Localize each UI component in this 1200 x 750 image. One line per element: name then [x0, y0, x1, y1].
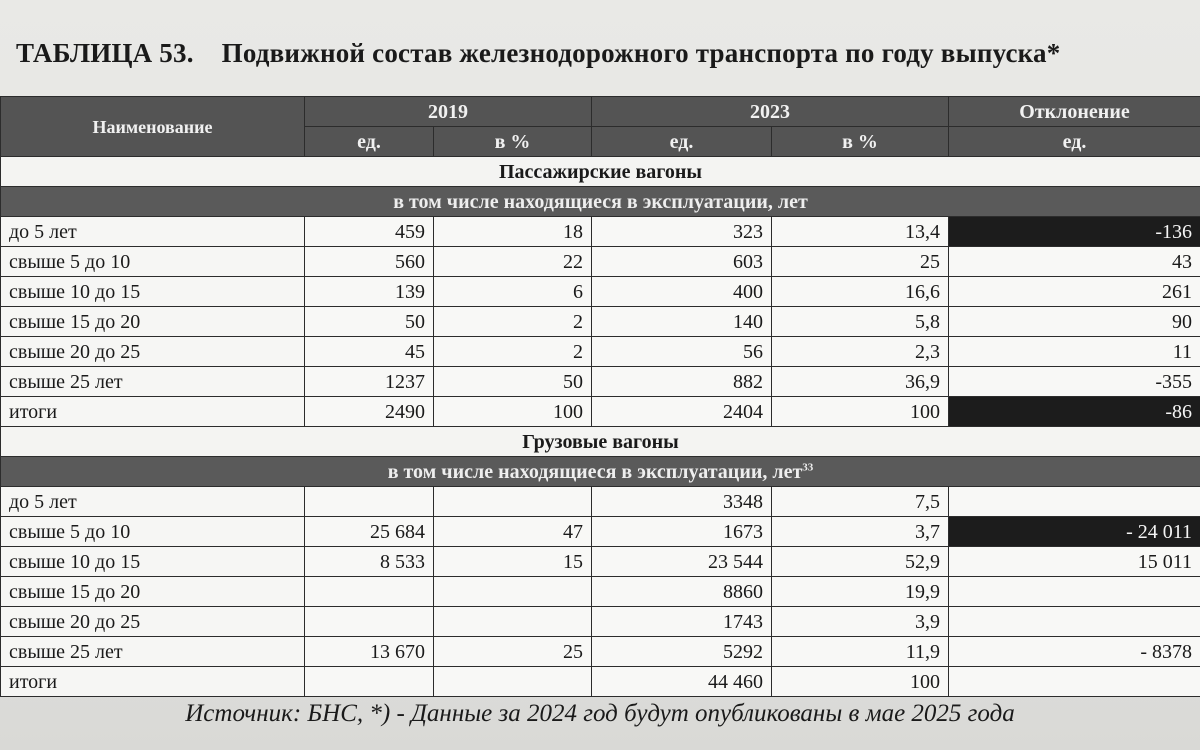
freight-subsection-title	[1, 457, 1200, 487]
table-row	[1, 337, 1200, 367]
header-unit-2023: ед.	[592, 127, 772, 157]
cell-percent-2023: 52,9	[772, 547, 949, 577]
cell-units-2019: 50	[305, 307, 434, 337]
cell-deviation	[949, 667, 1200, 697]
cell-percent-2023: 5,8	[772, 307, 949, 337]
cell-percent-2019: 100	[434, 397, 592, 427]
cell-percent-2023: 16,6	[772, 277, 949, 307]
row-label: свыше 10 до 15	[1, 547, 305, 577]
cell-percent-2023: 7,5	[772, 487, 949, 517]
row-label: свыше 5 до 10	[1, 517, 305, 547]
table-row	[1, 547, 1200, 577]
header-deviation: Отклонение	[949, 97, 1200, 127]
table-row	[1, 487, 1200, 517]
passenger-section-row	[1, 157, 1200, 187]
cell-percent-2023: 25	[772, 247, 949, 277]
cell-percent-2019	[434, 667, 592, 697]
cell-percent-2023: 100	[772, 397, 949, 427]
header-unit-deviation: ед.	[949, 127, 1200, 157]
cell-percent-2023: 100	[772, 667, 949, 697]
cell-units-2023: 3348	[592, 487, 772, 517]
table-title	[16, 38, 1196, 69]
cell-percent-2023: 3,9	[772, 607, 949, 637]
cell-percent-2019: 47	[434, 517, 592, 547]
cell-percent-2019: 2	[434, 307, 592, 337]
cell-units-2019: 13 670	[305, 637, 434, 667]
table-row	[1, 277, 1200, 307]
cell-units-2023: 5292	[592, 637, 772, 667]
cell-units-2023: 140	[592, 307, 772, 337]
cell-percent-2019	[434, 607, 592, 637]
cell-percent-2019: 2	[434, 337, 592, 367]
cell-deviation	[949, 577, 1200, 607]
freight-section-row	[1, 427, 1200, 457]
cell-units-2023: 1673	[592, 517, 772, 547]
cell-percent-2023: 36,9	[772, 367, 949, 397]
table-row	[1, 397, 1200, 427]
table-row	[1, 247, 1200, 277]
cell-units-2023: 400	[592, 277, 772, 307]
header-name: Наименование	[1, 97, 305, 157]
passenger-section-title: Пассажирские вагоны	[1, 157, 1200, 187]
row-label: до 5 лет	[1, 217, 305, 247]
table-row	[1, 667, 1200, 697]
table-row	[1, 307, 1200, 337]
passenger-rows	[1, 217, 1200, 427]
footnote-marker: 33	[802, 460, 814, 473]
source-note: Источник: БНС, *) - Данные за 2024 год будут опубликованы в мае 2025 года	[185, 700, 1015, 727]
cell-deviation: 43	[949, 247, 1200, 277]
cell-units-2019: 1237	[305, 367, 434, 397]
header-row-years	[1, 97, 1200, 127]
cell-percent-2019: 22	[434, 247, 592, 277]
freight-subsection-text: в том числе находящиеся в эксплуатации, лет	[387, 460, 803, 483]
cell-percent-2019	[434, 577, 592, 607]
cell-percent-2023: 3,7	[772, 517, 949, 547]
cell-units-2023: 8860	[592, 577, 772, 607]
freight-subsection-row	[1, 457, 1200, 487]
passenger-subsection-row	[1, 187, 1200, 217]
cell-units-2023: 2404	[592, 397, 772, 427]
row-label: свыше 25 лет	[1, 637, 305, 667]
table-row	[1, 637, 1200, 667]
cell-units-2023: 1743	[592, 607, 772, 637]
header-year-2023: 2023	[592, 97, 949, 127]
table-row	[1, 607, 1200, 637]
table-caption: Подвижной состав железнодорожного транспорта по году выпуска*	[221, 38, 1061, 68]
table-row	[1, 517, 1200, 547]
cell-percent-2019: 15	[434, 547, 592, 577]
cell-deviation: 11	[949, 337, 1200, 367]
table-row	[1, 577, 1200, 607]
cell-units-2019: 560	[305, 247, 434, 277]
header-year-2019: 2019	[305, 97, 592, 127]
row-label: свыше 5 до 10	[1, 247, 305, 277]
cell-deviation: 15 011	[949, 547, 1200, 577]
table-row	[1, 367, 1200, 397]
cell-deviation: -136	[949, 217, 1200, 247]
header-percent-2023: в %	[772, 127, 949, 157]
cell-units-2019	[305, 667, 434, 697]
row-label: свыше 15 до 20	[1, 307, 305, 337]
cell-units-2023: 603	[592, 247, 772, 277]
row-label: до 5 лет	[1, 487, 305, 517]
cell-units-2023: 56	[592, 337, 772, 367]
cell-deviation: 261	[949, 277, 1200, 307]
cell-units-2019: 45	[305, 337, 434, 367]
cell-units-2019: 139	[305, 277, 434, 307]
freight-section-title: Грузовые вагоны	[1, 427, 1200, 457]
cell-percent-2019: 50	[434, 367, 592, 397]
header-percent-2019: в %	[434, 127, 592, 157]
cell-units-2019: 459	[305, 217, 434, 247]
cell-percent-2023: 2,3	[772, 337, 949, 367]
cell-units-2019	[305, 607, 434, 637]
cell-units-2019: 8 533	[305, 547, 434, 577]
row-label: свыше 25 лет	[1, 367, 305, 397]
cell-units-2023: 44 460	[592, 667, 772, 697]
row-label: итоги	[1, 397, 305, 427]
row-label: свыше 10 до 15	[1, 277, 305, 307]
cell-units-2019: 2490	[305, 397, 434, 427]
table-number: ТАБЛИЦА 53.	[16, 38, 194, 68]
table-row	[1, 217, 1200, 247]
cell-units-2019	[305, 487, 434, 517]
rolling-stock-table	[0, 96, 1200, 697]
cell-percent-2023: 13,4	[772, 217, 949, 247]
freight-rows	[1, 487, 1200, 697]
row-label: свыше 15 до 20	[1, 577, 305, 607]
cell-deviation: 90	[949, 307, 1200, 337]
passenger-subsection-title	[1, 187, 1200, 217]
cell-percent-2019	[434, 487, 592, 517]
cell-deviation	[949, 607, 1200, 637]
cell-units-2019: 25 684	[305, 517, 434, 547]
cell-deviation: -86	[949, 397, 1200, 427]
cell-units-2019	[305, 577, 434, 607]
row-label: свыше 20 до 25	[1, 337, 305, 367]
cell-percent-2023: 11,9	[772, 637, 949, 667]
cell-percent-2019: 18	[434, 217, 592, 247]
cell-percent-2023: 19,9	[772, 577, 949, 607]
cell-deviation	[949, 487, 1200, 517]
passenger-subsection-text: в том числе находящиеся в эксплуатации, лет	[393, 190, 808, 213]
cell-units-2023: 882	[592, 367, 772, 397]
cell-deviation: -355	[949, 367, 1200, 397]
cell-deviation: - 8378	[949, 637, 1200, 667]
cell-percent-2019: 25	[434, 637, 592, 667]
header-unit-2019: ед.	[305, 127, 434, 157]
cell-units-2023: 23 544	[592, 547, 772, 577]
row-label: итоги	[1, 667, 305, 697]
cell-deviation: - 24 011	[949, 517, 1200, 547]
cell-units-2023: 323	[592, 217, 772, 247]
row-label: свыше 20 до 25	[1, 607, 305, 637]
cell-percent-2019: 6	[434, 277, 592, 307]
